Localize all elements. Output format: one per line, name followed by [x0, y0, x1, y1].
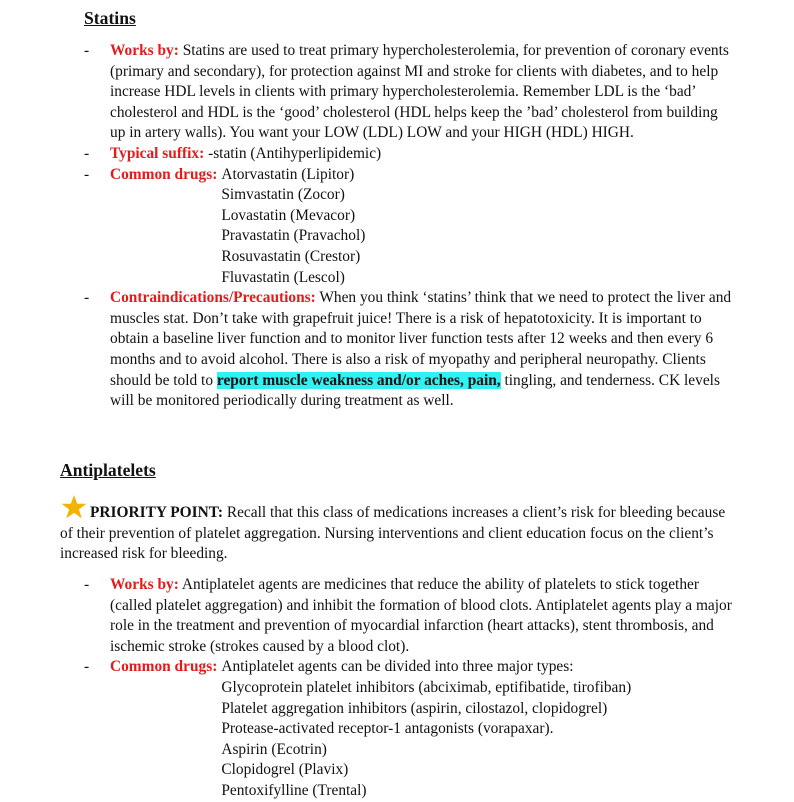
suffix-label: Typical suffix:	[110, 144, 205, 162]
works-by-text: Statins are used to treat primary hypercholesterolemia, for prevention of coronary events (primary and secondary), for protection against MI and stroke for clients with diabetes, and to help increase HDL levels in clients with primary hypercholesterolemia. Remember LDL is the ‘bad’ cholesterol and HDL is the ‘good’ cholesterol (HDL helps keep the ’bad’ cholesterol from building up in artery walls). You want your LOW (LDL) LOW and your HIGH (HDL) HIGH.	[110, 42, 729, 142]
common-drugs-label: Common drugs:	[110, 165, 218, 183]
contraindications-text: When you think ‘statins’ think that we need to protect the liver and muscles stat. Don’t take with grapefruit juice! There is a risk of hepatotoxicity. It is important to obtain a baseline liver function and to monitor liver function tests after 12 weeks and then every 6 months and to avoid alcohol. There is also a risk of myopathy and peripheral neuropathy. Clients should be told to	[110, 289, 732, 389]
antiplatelet-drug-list	[221, 657, 631, 801]
common-drugs-label: Common drugs:	[110, 658, 218, 676]
bullet-dash: -	[84, 576, 90, 593]
statins-contraindications-item	[84, 288, 734, 412]
drugs-row	[110, 165, 734, 289]
drug-name: Glycoprotein platelet inhibitors (abciximab, eptifibatide, tirofiban)	[221, 678, 632, 696]
drug-name: Rosuvastatin (Crestor)	[221, 247, 361, 265]
contraindications-label: Contraindications/Precautions:	[110, 289, 316, 307]
bullet-dash: -	[84, 165, 90, 183]
works-by-text: Antiplatelet agents are medicines that reduce the ability of platelets to stick together (called platelet aggregation) and inhibit the formation of blood clots. Antiplatelet agents play a major role in the treatment and prevention of myocardial infarction (heart attacks), stent thrombosis, and ischemic stroke (strokes caused by a blood clot).	[110, 576, 732, 655]
drug-intro: Antiplatelet agents can be divided into three major types:	[221, 658, 574, 676]
works-by-label: Works by:	[110, 42, 179, 59]
statins-works-by-item	[84, 41, 734, 144]
antiplatelets-list	[84, 575, 734, 802]
drugs-row	[110, 657, 734, 801]
bullet-dash: -	[84, 658, 90, 676]
drug-name: Protease-activated receptor-1 antagonists (vorapaxar).	[221, 720, 554, 738]
priority-point	[60, 494, 740, 565]
drug-name: Simvastatin (Zocor)	[221, 186, 345, 204]
star-icon	[60, 494, 88, 520]
priority-label: PRIORITY POINT:	[90, 504, 223, 521]
drug-name: Atorvastatin (Lipitor)	[221, 165, 355, 183]
bullet-dash: -	[84, 144, 90, 162]
drug-name: Fluvastatin (Lescol)	[221, 268, 345, 286]
contraindications-text-end: tingling, and tenderness. CK levels will be monitored periodically during treatment as well.	[110, 371, 720, 410]
drug-name: Platelet aggregation inhibitors (aspirin, cilostazol, clopidogrel)	[221, 699, 608, 717]
antiplatelets-works-by-item	[84, 575, 734, 657]
works-by-label: Works by:	[110, 576, 179, 593]
suffix-text: -statin (Antihyperlipidemic)	[208, 144, 382, 162]
bullet-dash: -	[84, 42, 90, 59]
statins-list	[84, 41, 734, 412]
highlighted-warning: report muscle weakness and/or aches, pain,	[216, 371, 501, 389]
bullet-dash: -	[84, 289, 90, 307]
priority-text: Recall that this class of medications increases a client’s risk for bleeding because of their prevention of platelet aggregation. Nursing interventions and client education focus on the client’s increased risk for bleeding.	[60, 504, 726, 563]
statins-suffix-item	[84, 144, 734, 165]
drug-name: Lovastatin (Mevacor)	[221, 206, 356, 224]
statins-heading: Statins	[84, 8, 136, 28]
statins-drugs-item	[84, 165, 734, 289]
drug-name: Pravastatin (Pravachol)	[221, 227, 366, 245]
statin-drug-list	[221, 165, 365, 289]
antiplatelets-heading: Antiplatelets	[60, 460, 156, 480]
drug-name: Aspirin (Ecotrin)	[221, 740, 327, 758]
antiplatelets-drugs-item	[84, 657, 734, 801]
drug-name: Clopidogrel (Plavix)	[221, 761, 349, 779]
drug-name: Pentoxifylline (Trental)	[221, 781, 367, 799]
